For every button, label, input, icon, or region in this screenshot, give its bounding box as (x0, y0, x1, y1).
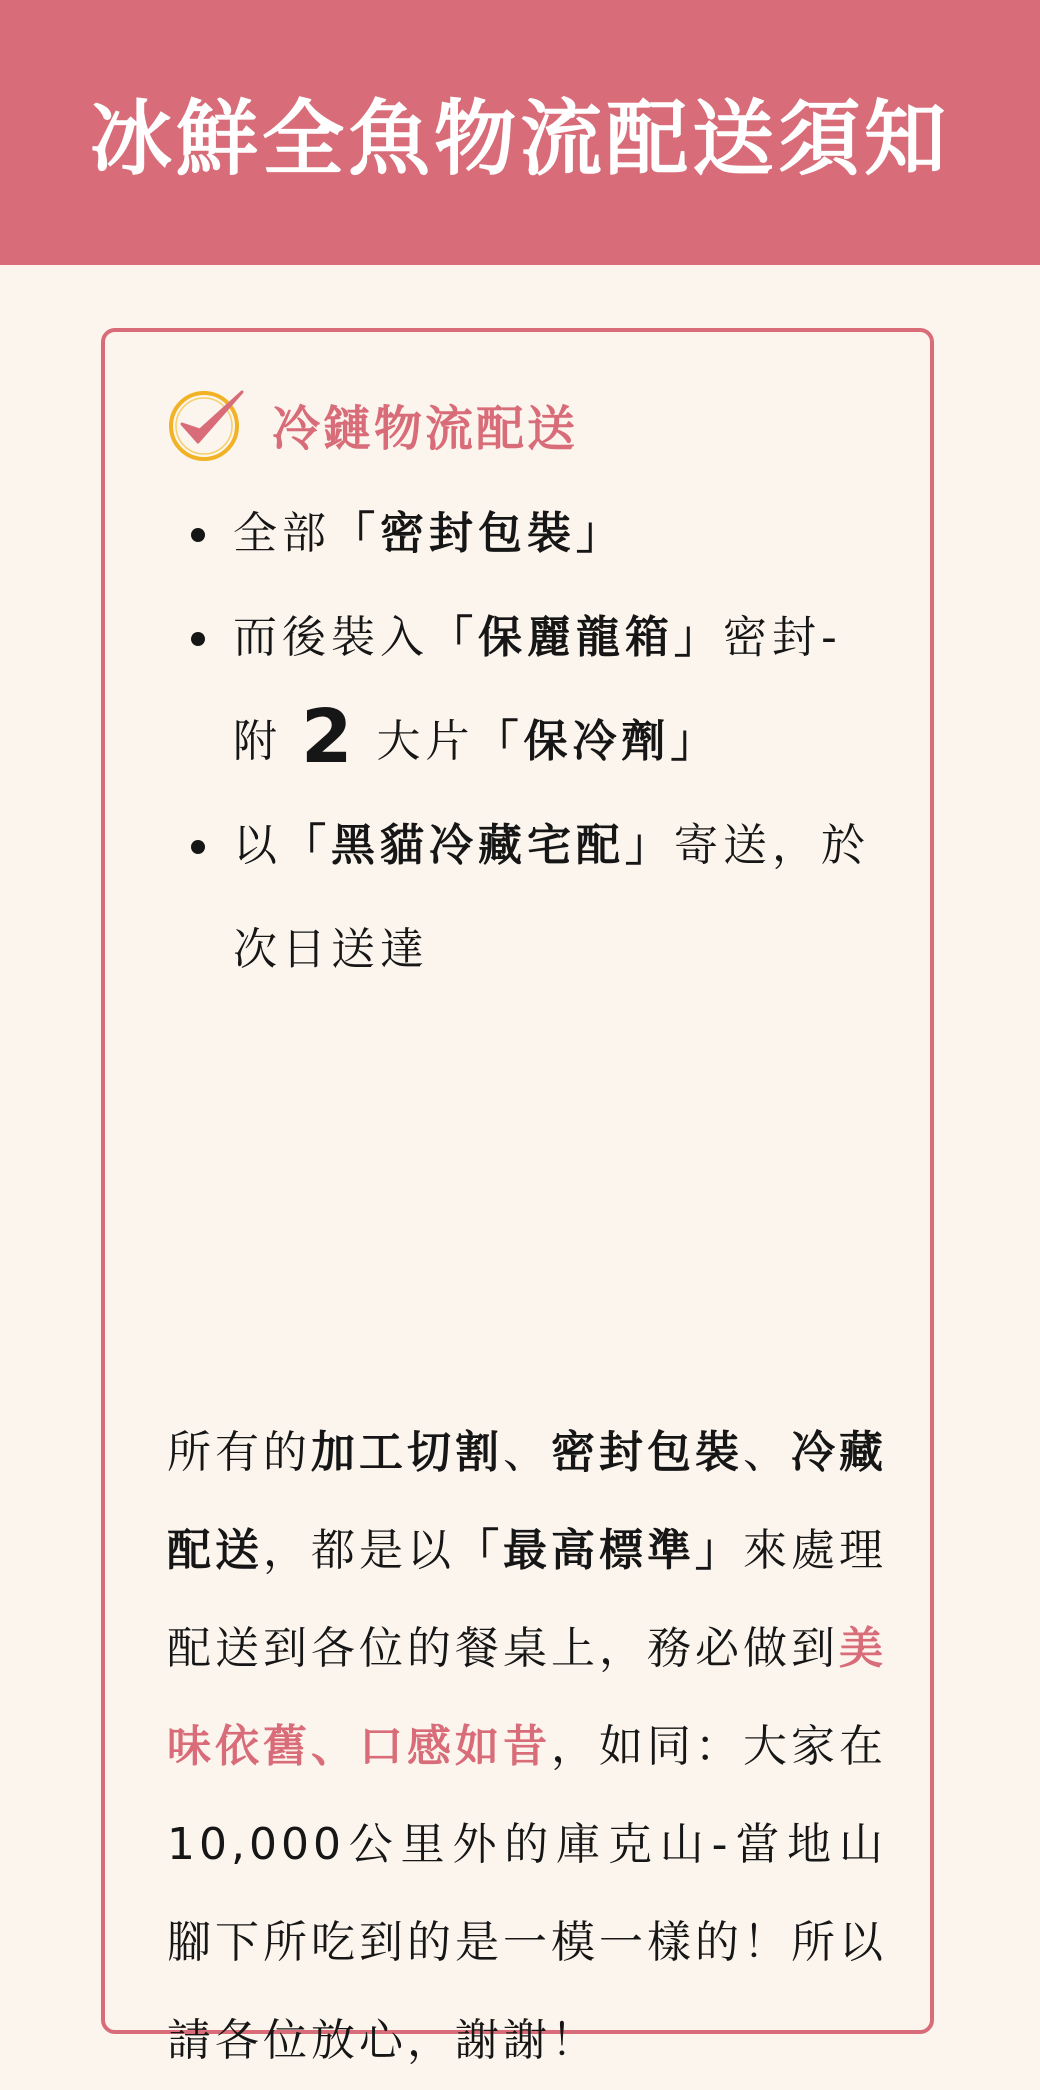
paragraph-emphasis: 「最高標準」 (455, 1525, 743, 1576)
header-banner (0, 0, 1040, 265)
ice-pack-count: 2 (301, 694, 358, 780)
list-item (185, 794, 885, 1002)
bullet-dot (191, 528, 205, 542)
bullet-text: 全部 (233, 508, 331, 559)
bullet-emphasis: 「保麗龍箱」 (429, 612, 723, 663)
bullet-emphasis: 「保冷劑」 (474, 716, 720, 767)
bullet-dot (191, 632, 205, 646)
paragraph-text: 來處理配送到各位的餐桌上，務必做到 (167, 1525, 887, 1674)
paragraph-emphasis: 冷藏配送 (167, 1427, 887, 1576)
list-item (185, 586, 885, 794)
paragraph-text: 所有的 (167, 1427, 311, 1478)
paragraph-text: ，都是以 (263, 1525, 455, 1576)
paragraph-text: 、 (503, 1427, 551, 1478)
description-paragraph (167, 1404, 887, 2090)
paragraph-text: ，如同：大家在10,000公里外的庫克山-當地山腳下所吃到的是一模一樣的！所以請各位放心，謝謝！ (167, 1721, 887, 2066)
bullet-text: 密封-附 (233, 612, 842, 767)
paragraph-highlight: 美味依舊、口感如昔 (167, 1623, 887, 1772)
bullet-emphasis: 「密封包裝」 (331, 508, 625, 559)
bullet-text: 以 (233, 820, 282, 871)
bullet-text: 而後裝入 (233, 612, 429, 663)
bullet-list (185, 482, 885, 1002)
notice-card (101, 328, 934, 2066)
bullet-dot (191, 840, 205, 854)
bullet-text: 寄送，於次日送達 (233, 820, 870, 975)
paragraph-emphasis: 加工切割 (311, 1427, 503, 1478)
section-heading (166, 384, 578, 464)
page-title: 冰鮮全魚物流配送須知 (89, 92, 950, 187)
check-circle-icon (166, 384, 246, 464)
paragraph-emphasis: 密封包裝 (551, 1427, 743, 1478)
list-item (185, 482, 885, 586)
section-title: 冷鏈物流配送 (272, 400, 579, 457)
paragraph-text: 、 (743, 1427, 791, 1478)
bullet-emphasis: 「黑貓冷藏宅配」 (282, 820, 674, 871)
bullet-text: 大片 (376, 716, 475, 767)
